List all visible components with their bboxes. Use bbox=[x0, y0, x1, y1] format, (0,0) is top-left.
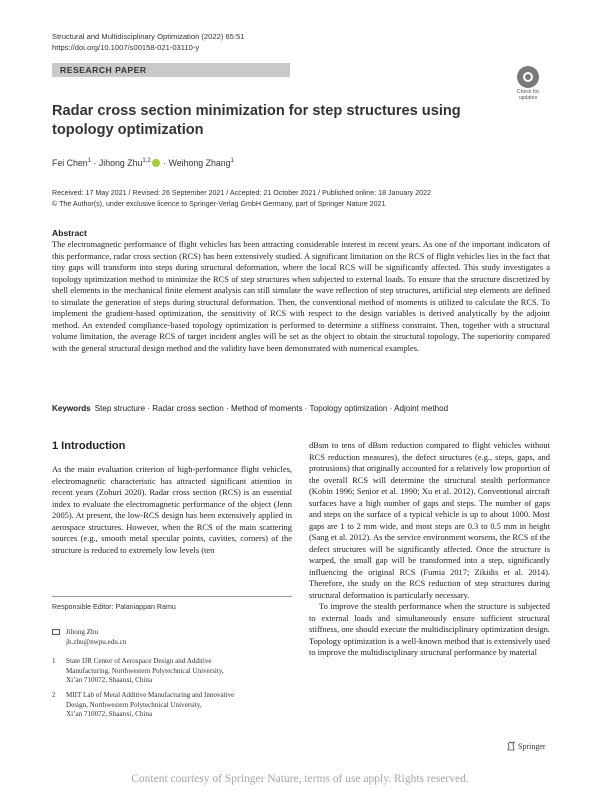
journal-header bbox=[52, 31, 244, 53]
affiliation-line: State IJR Center of Aerospace Design and Additive bbox=[66, 657, 212, 665]
footnote-divider bbox=[52, 596, 292, 597]
springer-horse-icon bbox=[506, 741, 516, 751]
corresponding-author bbox=[52, 628, 292, 650]
affiliation-line: Manufacturing, Northwestern Polytechnical University, bbox=[66, 666, 224, 675]
keywords-text: Step structure · Radar cross section · Method of moments · Topology optimization · Adjoint method bbox=[94, 404, 449, 413]
badge-line1: Check for bbox=[516, 89, 540, 95]
dates-line: Received: 17 May 2021 / Revised: 26 September 2021 / Accepted: 21 October 2021 / Published online: 18 January 2022 bbox=[52, 189, 431, 197]
abstract-body bbox=[52, 239, 550, 354]
abstract-text: The electromagnetic performance of flight vehicles has been attracting considerable interest in recent years. As one of the important indicators of this performance, radar cross section (RCS) has been extensively studied. A significant limitation on the RCS of flight vehicles lies in the fact that tiny gaps will transform into steps during structural deformation, where the local RCS will be significantly affected. This study investigates a topology optimization method to minimize the RCS of step structures when subjected to external loads. To ensure that the structure discretized by shell elements in the mechanical finite element analysis can still simulate the wave reflection of step structures, artificial step elements are defined to simulate the generation of steps during structural deformation. Then, the conventional method of moments is utilized to calculate the RCS. To implement the gradient-based optimization, the sensitivity of RCS with respect to the design variables is derived analytically by the adjoint method. An extended compliance-based topology optimization is performed to determine a stiffness constraint. Then, together with a structural volume limitation, the average RCS of target incident angles will be set as the object to obtain the structural topology. The superiority compared with the general structural design method and the validity have been demonstrated with numerical examples. bbox=[52, 239, 550, 353]
update-icon bbox=[517, 66, 539, 88]
affiliation-line: Xi’an 710072, Shaanxi, China bbox=[66, 676, 153, 685]
intro-heading: 1 Introduction bbox=[52, 440, 126, 452]
author-affil: 1 bbox=[87, 158, 92, 164]
journal-citation: Structural and Multidisciplinary Optimization (2022) 65:51 bbox=[52, 32, 245, 41]
body-column-left bbox=[52, 464, 292, 556]
affiliation-line: Xi’an 710072, Shaanxi, China bbox=[66, 710, 153, 719]
affiliation-number: 1 bbox=[52, 657, 56, 665]
abstract-heading: Abstract bbox=[52, 228, 87, 238]
paper-title: Radar cross section minimization for step structures using topology optimization bbox=[52, 103, 461, 138]
doi-link[interactable]: https://doi.org/10.1007/s00158-021-03110-y bbox=[52, 43, 200, 52]
publisher-mark bbox=[506, 741, 546, 751]
keywords bbox=[52, 404, 552, 413]
publication-dates bbox=[52, 188, 552, 209]
check-for-updates-badge[interactable] bbox=[507, 64, 549, 104]
corresponding-name: Jihong Zhu bbox=[66, 628, 99, 636]
body-paragraph: dBsm to tens of dBsm reduction compared to flight vehicles without RCS reduction measures), the defect structures (e.g., steps, gaps, and protrusions) that originally accounted for a relatively low proportion of the overall RCS will determine the structural stealth performance (Kobin 1996; Senior et al. 1990; Xu et al. 2012). Conventional aircraft surfaces have a high number of gaps and steps. The number of gaps and steps on the surface of a typical vehicle is up to about 1000. Most gaps are 1 to 2 mm wide, and most steps are 0.3 to 0.5 mm in height (Sang et al. 2012). As the service environment worsens, the RCS of the defect structures will be significantly affected. Once the structure is warped, the small gap will be transformed into a step, significantly influencing the original RCS (Fumia 2017; Zikidis et al. 2014). Therefore, the study on the RCS reduction of step structures during structural deformation is particularly necessary. bbox=[309, 440, 550, 600]
affiliation-line: MIIT Lab of Metal Additive Manufacturing and Innovative bbox=[66, 691, 235, 699]
section-label: RESEARCH PAPER bbox=[60, 65, 147, 75]
copyright-line: © The Author(s), under exclusive licence to Springer-Verlag GmbH Germany, part of Springer Nature 2021 bbox=[52, 199, 386, 208]
affiliation bbox=[52, 657, 292, 687]
corresponding-email[interactable]: jh.zhu@nwpu.edu.cn bbox=[66, 637, 127, 646]
mail-icon bbox=[52, 629, 60, 635]
body-column-right bbox=[309, 440, 550, 659]
orcid-icon[interactable] bbox=[152, 159, 160, 167]
responsible-editor: Responsible Editor: Palaniappan Ramu bbox=[52, 603, 176, 611]
author-name[interactable]: Weihong Zhang bbox=[168, 158, 231, 168]
author-affil: 1 bbox=[230, 158, 234, 164]
affiliation-number: 2 bbox=[52, 691, 56, 699]
author-affil: 1,2 bbox=[142, 158, 151, 164]
courtesy-notice: Content courtesy of Springer Nature, terms of use apply. Rights reserved. bbox=[131, 773, 469, 785]
keywords-label: Keywords bbox=[52, 404, 91, 413]
intro-paragraph: As the main evaluation criterion of high-performance flight vehicles, electromagnetic characteristic has attracted significant attention in recent years (Zohuri 2020). Radar cross section (RCS) is an essential index to evaluate the electromagnetic performance of the object (Jenn 2005). At present, the low-RCS design has been extensively applied in aerospace structures. However, when the RCS of the main scattering sources (e.g., smooth metal specular points, cavities, corners) of the structure is reduced to extremely low levels (ten bbox=[52, 464, 292, 555]
author-separator: · bbox=[91, 158, 99, 168]
body-paragraph: To improve the stealth performance when the structure is subjected to external loads and simultaneously ensure sufficient structural stiffness, one should execute the multidisciplinary optimization design. Topology optimization is a well-known method that is extensively used to improve the multidisciplinary structural performance by material bbox=[309, 601, 551, 658]
author-name[interactable]: Fei Chen bbox=[52, 158, 88, 168]
author-separator: · bbox=[160, 158, 169, 168]
author-name[interactable]: Jihong Zhu bbox=[98, 158, 143, 168]
publisher-name: Springer bbox=[518, 742, 546, 751]
author-list bbox=[52, 158, 234, 168]
affiliation bbox=[52, 691, 292, 721]
affiliation-line: Design, Northwestern Polytechnical University, bbox=[66, 700, 202, 709]
badge-line2: updates bbox=[518, 95, 538, 101]
